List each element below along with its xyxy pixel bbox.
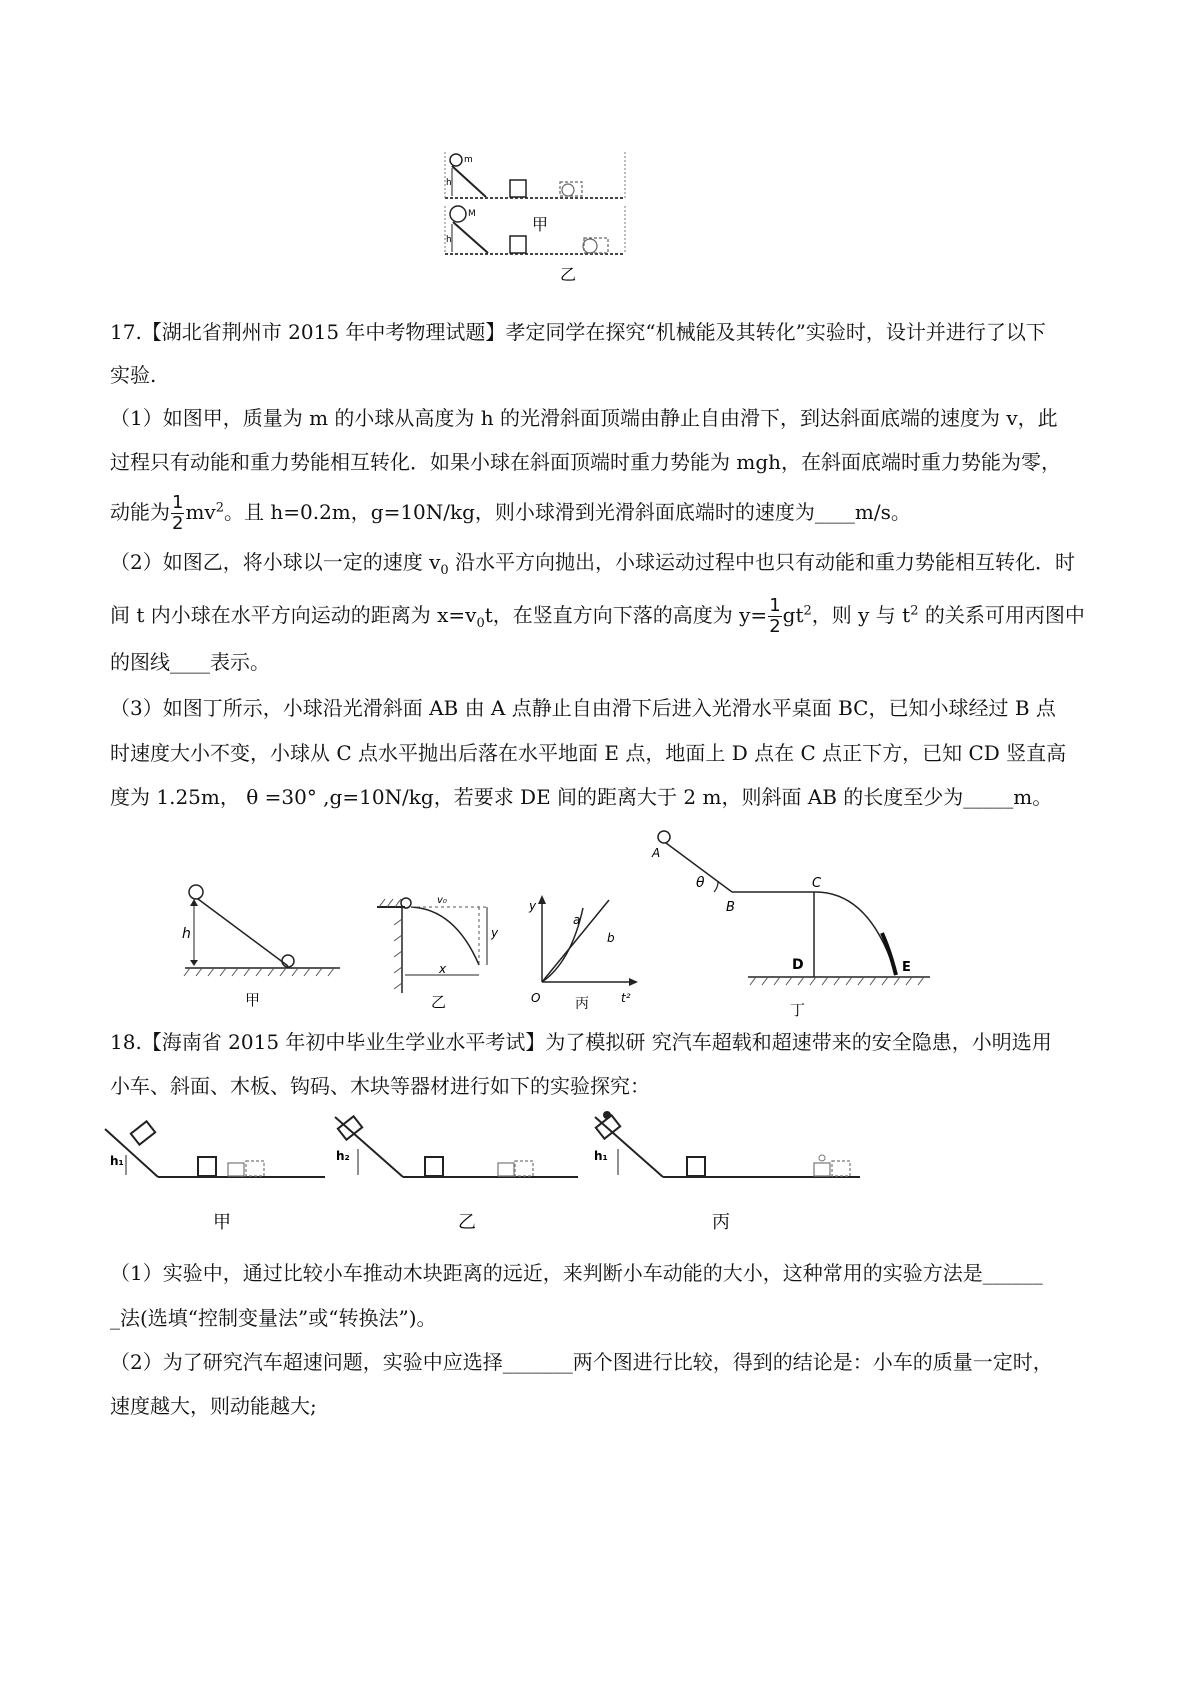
q17-title-line2: 实验. xyxy=(110,363,157,387)
q17-p2-line1-post: 沿水平方向抛出，小球运动过程中也只有动能和重力势能相互转化．时 xyxy=(448,550,1076,574)
q18-fig-label-yi: 乙 xyxy=(458,1212,476,1233)
fig-ding-theta: θ xyxy=(696,875,705,891)
q18-fig-label-jia: 甲 xyxy=(213,1212,231,1233)
subscript-0-b: 0 xyxy=(476,616,485,631)
fig-ding-label: 丁 xyxy=(790,1001,806,1019)
q17-p1-line2: 过程只有动能和重力势能相互转化．如果小球在斜面顶端时重力势能为 mgh，在斜面底端时重力势能为零， xyxy=(110,450,1062,474)
fig-jia-h-label: h xyxy=(182,926,191,942)
q18-p2-line1: （2）为了研究汽车超速问题，实验中应选择_______两个图进行比较，得到的结论是：小车的质量一定时， xyxy=(110,1350,1053,1374)
fraction-numerator-2: 1 xyxy=(769,595,781,616)
fraction-denominator: 2 xyxy=(172,513,184,534)
fig-bing-origin: O xyxy=(531,991,541,1005)
q17-figure-bing xyxy=(525,890,650,1015)
q17-title-line1: 17.【湖北省荆州市 2015 年中考物理试题】孝定同学在探究“机械能及其转化”实验时，设计并进行了以下 xyxy=(110,320,1046,344)
fig-bing-label: 丙 xyxy=(575,996,589,1012)
fig-bing-y-axis: y xyxy=(529,899,537,913)
fig-bing-line-a: a xyxy=(573,913,581,927)
q17-p1-line3 xyxy=(110,493,1100,534)
top-mass-label-2: M xyxy=(468,209,476,219)
q18-fig-label-bing: 丙 xyxy=(712,1212,730,1233)
fig-jia-label: 甲 xyxy=(245,991,261,1009)
q18-p2-line2: 速度越大，则动能越大; xyxy=(110,1394,317,1418)
q18-p1-line2: _法(选填“控制变量法”或“转换法”)。 xyxy=(110,1306,437,1330)
fraction-numerator: 1 xyxy=(172,492,184,513)
fig-ding-C: C xyxy=(812,876,822,891)
q17-figure-ding xyxy=(650,825,940,1025)
q17-p2-line2 xyxy=(110,596,1100,638)
q17-p3-line1: （3）如图丁所示，小球沿光滑斜面 AB 由 A 点静止自由滑下后进入光滑水平桌面 BC，已知小球经过 B 点 xyxy=(110,696,1056,720)
fraction-denominator-2: 2 xyxy=(769,616,781,637)
subscript-0: 0 xyxy=(440,563,449,578)
q17-p2-line2-e: 的关系可用丙图中 xyxy=(918,603,1085,627)
fig-yi-label: 乙 xyxy=(431,993,447,1011)
q17-p2-line2-d: ，则 y 与 t xyxy=(811,603,911,627)
q18-title-line2: 小车、斜面、木板、钩码、木块等器材进行如下的实验探究： xyxy=(110,1074,650,1098)
fig-yi-y-label: y xyxy=(491,926,499,940)
top-figure xyxy=(440,150,630,290)
fig-ding-E: E xyxy=(902,960,911,975)
q18-figure-row xyxy=(100,1105,980,1245)
q17-p2-line1-pre: （2）如图乙，将小球以一定的速度 v xyxy=(110,550,441,574)
q18-figure-jia xyxy=(105,1121,325,1177)
q17-p2-line2-b: t，在竖直方向下落的高度为 y= xyxy=(484,603,768,627)
q18-title-line1: 18.【海南省 2015 年初中毕业生学业水平考试】为了模拟研 究汽车超载和超速带来的安全隐患，小明选用 xyxy=(110,1030,1052,1054)
superscript-2-a: 2 xyxy=(803,603,812,619)
q17-p1-line1: （1）如图甲，质量为 m 的小球从高度为 h 的光滑斜面顶端由静止自由滑下，到达斜面底端的速度为 v，此 xyxy=(110,406,1058,430)
q17-figure-yi xyxy=(375,895,520,1015)
q18-fig-bing-h: h₁ xyxy=(594,1149,608,1163)
superscript-2-b: 2 xyxy=(910,603,919,619)
top-h-label: h xyxy=(446,178,452,188)
fig-ding-D: D xyxy=(792,957,804,973)
q17-figure-jia xyxy=(180,880,345,1010)
q18-figure-bing xyxy=(594,1111,860,1177)
fig-ding-A: A xyxy=(652,846,661,860)
q17-p1-line3-pre: 动能为 xyxy=(110,500,170,524)
fig-yi-x-label: x xyxy=(439,962,447,976)
q17-p3-line2: 时速度大小不变，小球从 C 点水平抛出后落在水平地面 E 点，地面上 D 点在 C 点正下方，已知 CD 竖直高 xyxy=(110,741,1067,765)
q17-p1-mv: mv xyxy=(185,500,216,524)
top-h-label-2: h xyxy=(446,235,452,245)
half-fraction xyxy=(171,493,184,534)
q18-fig-yi-h: h₂ xyxy=(336,1149,350,1163)
q17-p3-line3: 度为 1.25m， θ =30° ,g=10N/kg，若要求 DE 间的距离大于 2 m，则斜面 AB 的长度至少为_____m。 xyxy=(110,785,1053,809)
q17-p2-line2-c: gt xyxy=(782,603,804,627)
fig-bing-x-axis: t² xyxy=(621,991,631,1005)
half-fraction-2 xyxy=(768,596,781,637)
q17-p2-line3: 的图线____表示。 xyxy=(110,650,270,674)
fig-yi-v0-label: v₀ xyxy=(437,895,447,906)
top-fig-label-jia: 甲 xyxy=(532,215,549,234)
q18-fig-jia-h: h₁ xyxy=(110,1154,124,1168)
superscript-2: 2 xyxy=(215,500,224,516)
q17-p2-line1 xyxy=(110,548,1100,585)
q18-figure-yi xyxy=(335,1116,578,1177)
q17-p2-line2-a: 间 t 内小球在水平方向运动的距离为 x=v xyxy=(110,603,477,627)
q17-p1-line3-post: 。且 h=0.2m，g=10N/kg，则小球滑到光滑斜面底端时的速度为____m/s。 xyxy=(224,500,911,524)
top-fig-label-yi: 乙 xyxy=(560,265,577,284)
fig-ding-B: B xyxy=(726,900,735,915)
q18-p1-line1: （1）实验中，通过比较小车推动木块距离的远近，来判断小车动能的大小，这种常用的实验方法是______ xyxy=(110,1261,1043,1285)
top-mass-label: m xyxy=(464,155,473,165)
fig-bing-line-b: b xyxy=(607,931,615,945)
